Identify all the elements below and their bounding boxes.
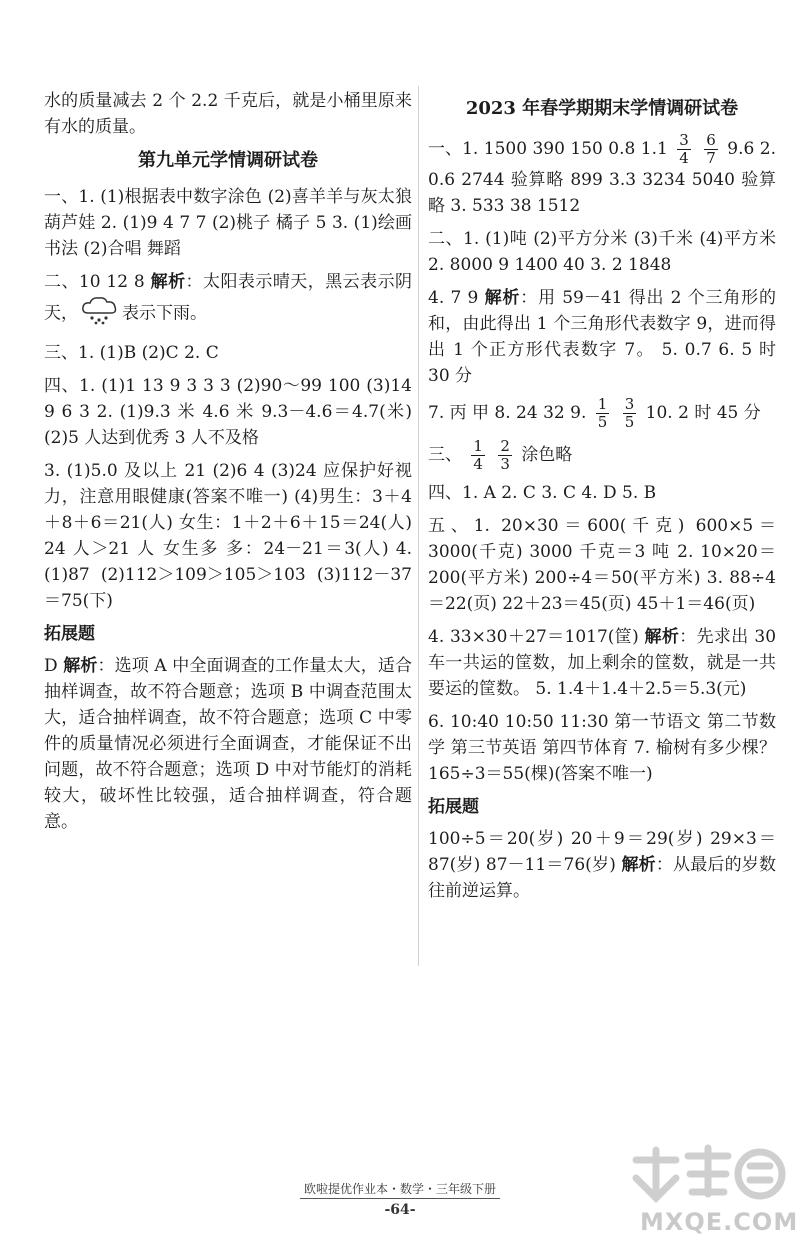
fraction-numerator: 1 xyxy=(473,437,483,455)
right-q5: 五、1. 20×30＝600(千克) 600×5＝3000(千克) 3000 千克＝3 吨 2. 10×20＝200(平方米) 200÷4＝50(平方米) 3. 88÷4＝22(页) 22＋23＝45(页) 45＋1＝46(页) xyxy=(428,516,776,614)
fraction xyxy=(498,438,512,473)
book-title: 欧啦提优作业本・数学・三年级下册 xyxy=(303,1182,496,1196)
page-number: -64- xyxy=(384,1202,416,1218)
unit9-title: 第九单元学情调研试卷 xyxy=(138,150,318,171)
right-ext-title: 拓展题 xyxy=(428,797,479,817)
left-q4-3: 3. (1)5.0 及以上 21 (2)6 4 (3)24 应保护好视力，注意用眼健康(答案不唯一) (4)男生：3＋4＋8＋6＝21(人) 女生：1＋2＋6＋15＝24(人) 24 人＞21 人 女生多 多：24－21＝3(人) 4. (1)87 (2)112＞109＞105＞103 (3)112－37＝75(下) xyxy=(44,461,412,611)
right-ext-jiexi: 解析 xyxy=(621,855,656,875)
fraction-denominator: 7 xyxy=(706,149,716,167)
right-ext-prefix: 100÷5＝20(岁) 20＋9＝29(岁) 29×3＝87(岁) 87－11＝76(岁) xyxy=(428,829,776,875)
fraction-denominator: 5 xyxy=(624,413,635,431)
right-q2-4-prefix: 4. 7 9 xyxy=(428,288,479,308)
fraction xyxy=(471,438,485,473)
left-ext-text: ：选项 A 中全面调查的工作量太大，适合抽样调查，故不符合题意；选项 B 中调查范围太大，适合抽样调查，故不符合题意；选项 C 中零件的质量情况必须进行全面调查，才能保证不出问题，故不符合题意；选项 D 中对节能灯的消耗较大，破坏性比较强，适合抽样调查，符合题意。 xyxy=(44,656,413,832)
rain-cloud-icon xyxy=(80,295,120,333)
column-divider xyxy=(418,86,419,966)
left-q2-text-a: ：太阳表示晴天，黑云表示阴天， xyxy=(44,272,413,324)
right-q1-b: 9.6 2. 0.6 2744 验算略 899 3.3 3234 5040 验算略 3. 533 38 1512 xyxy=(428,139,776,216)
fraction xyxy=(704,132,718,167)
fraction xyxy=(677,132,691,167)
fraction xyxy=(596,396,610,431)
right-ext xyxy=(428,826,776,904)
fraction-denominator: 4 xyxy=(679,149,689,167)
final-exam-title: 2023 年春学期期末学情调研试卷 xyxy=(465,98,739,119)
left-ext-jiexi: 解析 xyxy=(63,656,98,676)
left-q1: 一、1. (1)根据表中数字涂色 (2)喜羊羊与灰太狼 葫芦娃 2. (1)9 4 7 7 (2)桃子 橘子 5 3. (1)绘画 书法 (2)合唱 舞蹈 xyxy=(44,187,412,259)
left-q2-text-b: 表示下雨。 xyxy=(122,303,207,324)
left-q2-jiexi: 解析 xyxy=(150,272,186,292)
right-q5-4-text: ：先求出 30 车一共运的筐数，加上剩余的筐数，就是一共要运的筐数。 5. 1.4＋1.4＋2.5＝5.3(元) xyxy=(428,627,777,699)
right-q2-7b: 10. 2 时 45 分 xyxy=(645,403,761,423)
right-q3-suffix: 涂色略 xyxy=(521,445,573,465)
fraction-numerator: 3 xyxy=(624,395,635,413)
right-q5-4-jiexi: 解析 xyxy=(644,627,680,647)
left-ext xyxy=(44,653,412,835)
right-q2-7a: 7. 丙 甲 8. 24 32 9. xyxy=(428,403,587,423)
right-ext-text: ：从最后的岁数往前逆运算。 xyxy=(428,855,776,901)
fraction-numerator: 2 xyxy=(500,437,510,455)
right-q2-4 xyxy=(428,285,776,389)
left-q4: 四、1. (1)1 13 9 3 3 3 (2)90～99 100 (3)14 9 6 3 2. (1)9.3 米 4.6 米 9.3－4.6＝4.7(米) (2)5 人达到优秀 3 人不及格 xyxy=(44,376,412,448)
fraction xyxy=(623,396,637,431)
right-q2-7 xyxy=(428,396,776,431)
fraction-denominator: 3 xyxy=(500,455,510,473)
intro-line: 水的质量减去 2 个 2.2 千克后，就是小桶里原来有水的质量。 xyxy=(44,91,412,137)
left-q3: 三、1. (1)B (2)C 2. C xyxy=(44,343,219,363)
fraction-numerator: 1 xyxy=(597,395,608,413)
right-column xyxy=(428,88,776,911)
right-q5-6: 6. 10:40 10:50 11:30 第一节语文 第二节数学 第三节英语 第四节体育 7. 榆树有多少棵？ 165÷3＝55(棵)(答案不唯一) xyxy=(428,712,776,784)
footer-rule xyxy=(300,1198,500,1199)
left-ext-title: 拓展题 xyxy=(44,624,95,644)
fraction-numerator: 6 xyxy=(706,131,716,149)
left-column xyxy=(44,88,412,842)
right-q4: 四、1. A 2. C 3. C 4. D 5. B xyxy=(428,483,657,503)
watermark-text: MXQE.COM xyxy=(640,1208,799,1236)
fraction-numerator: 3 xyxy=(679,131,689,149)
right-q2-4-text: ：用 59－41 得出 2 个三角形的和，由此得出 1 个三角形代表数字 9，进而得出 1 个正方形代表数字 7。 5. 0.7 6. 5 时 30 分 xyxy=(428,288,777,386)
right-q3-prefix: 三、 xyxy=(428,445,462,465)
right-q1 xyxy=(428,132,776,219)
left-q2-prefix: 二、10 12 8 xyxy=(44,272,145,292)
right-q3 xyxy=(428,438,776,473)
fraction-denominator: 4 xyxy=(473,455,483,473)
left-ext-prefix: D xyxy=(44,656,58,676)
fraction-denominator: 5 xyxy=(597,413,608,431)
right-q2: 二、1. (1)吨 (2)平方分米 (3)千米 (4)平方米 2. 8000 9 1400 40 3. 2 1848 xyxy=(428,229,776,275)
right-q5-4-prefix: 4. 33×30＋27＝1017(筐) xyxy=(428,627,639,647)
right-q5-4 xyxy=(428,624,776,702)
right-q2-4-jiexi: 解析 xyxy=(484,288,521,308)
left-q2 xyxy=(44,269,412,333)
right-q1-a: 一、1. 1500 390 150 0.8 1.1 xyxy=(428,139,668,159)
